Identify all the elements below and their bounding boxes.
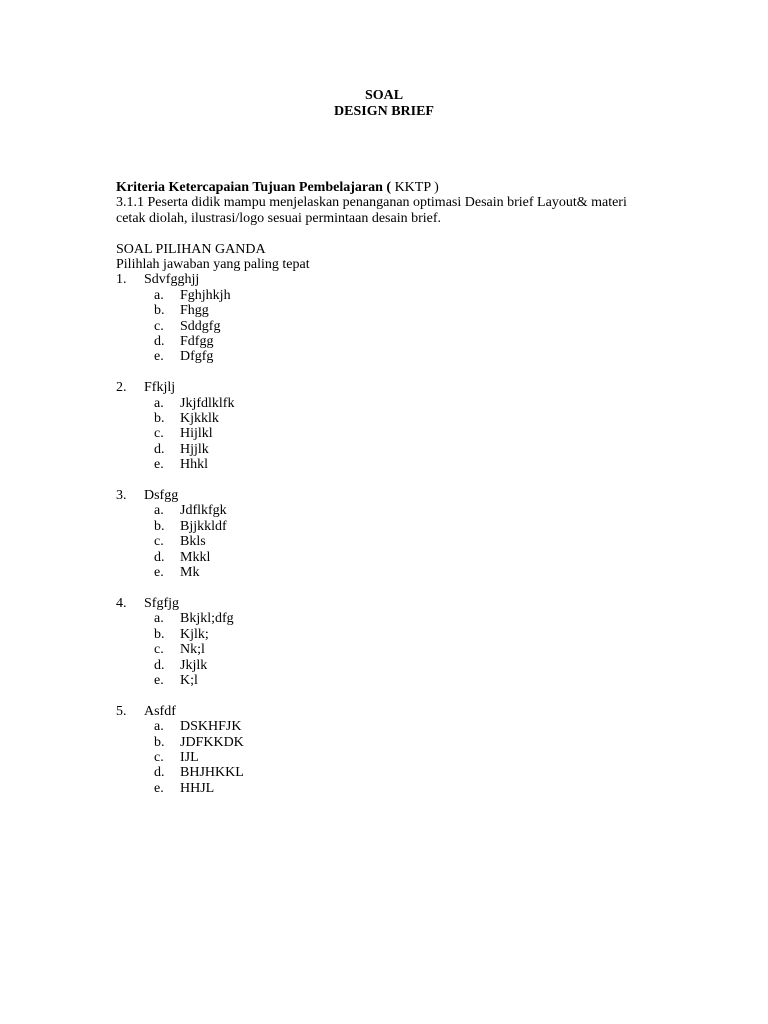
option-text: K;l [180,672,198,688]
question-row [116,488,646,503]
answer-option [116,303,646,318]
question-text: Asfdf [144,703,176,719]
criteria-heading [116,180,646,195]
answer-option [116,319,646,334]
option-letter: a. [154,719,164,735]
option-letter: d. [154,657,165,673]
criteria-heading-bold: Kriteria Ketercapaian Tujuan Pembelajaran ( [116,180,392,195]
option-letter: e. [154,349,164,365]
learning-objective: 3.1.1 Peserta didik mampu menjelaskan penanganan optimasi Desain brief Layout& materi cetak diolah, ilustrasi/logo sesuai permintaan desain brief. [116,195,627,226]
option-text: IJL [180,749,199,765]
question-row [116,272,646,287]
answer-option [116,442,646,457]
option-text: Mkkl [180,549,211,565]
option-text: Hijlkl [180,426,213,442]
answer-option [116,411,646,426]
option-letter: e. [154,457,164,473]
answer-option [116,719,646,734]
option-text: Fdfgg [180,334,214,350]
question-list [116,272,646,796]
option-text: Kjlk; [180,626,209,642]
answer-option [116,565,646,580]
spacer [116,226,646,241]
question-number: 2. [116,380,127,396]
option-letter: b. [154,518,165,534]
answer-option [116,611,646,626]
question-row [116,704,646,719]
answer-option [116,396,646,411]
option-letter: d. [154,549,165,565]
answer-option [116,349,646,364]
answer-option [116,750,646,765]
option-letter: e. [154,780,164,796]
section-instruction: Pilihlah jawaban yang paling tepat [116,257,310,273]
answer-option [116,426,646,441]
option-text: Fhgg [180,303,209,319]
option-letter: a. [154,395,164,411]
option-letter: c. [154,642,164,658]
option-letter: e. [154,672,164,688]
question-row [116,596,646,611]
question-number: 3. [116,488,127,504]
option-letter: c. [154,749,164,765]
answer-option [116,658,646,673]
option-text: Mk [180,565,200,581]
option-letter: a. [154,611,164,627]
question-text: Sfgfjg [144,595,179,611]
option-letter: b. [154,734,165,750]
answer-option [116,503,646,518]
answer-option [116,334,646,349]
answer-option [116,735,646,750]
option-text: Hhkl [180,457,208,473]
answer-option [116,534,646,549]
option-text: Dfgfg [180,349,214,365]
question-item [116,488,646,580]
question-number: 4. [116,595,127,611]
option-letter: c. [154,426,164,442]
answer-option [116,781,646,796]
answer-option [116,673,646,688]
answer-option [116,642,646,657]
option-text: BHJHKKL [180,765,244,781]
option-text: Nk;l [180,642,205,658]
option-text: Sddgfg [180,318,221,334]
title-line-design-brief: DESIGN BRIEF [334,103,434,119]
option-text: Kjkklk [180,411,219,427]
option-letter: b. [154,626,165,642]
answer-option [116,550,646,565]
option-text: Bkjkl;dfg [180,611,234,627]
title-line-soal: SOAL [364,88,404,103]
option-letter: d. [154,334,165,350]
option-text: Jdflkfgk [180,503,227,519]
option-text: Bjjkkldf [180,518,227,534]
answer-option [116,765,646,780]
option-letter: c. [154,534,164,550]
question-item [116,596,646,688]
option-text: Bkls [180,534,206,550]
option-letter: a. [154,503,164,519]
question-text: Dsfgg [144,488,179,504]
answer-option [116,288,646,303]
option-letter: c. [154,318,164,334]
question-item [116,380,646,472]
option-letter: d. [154,765,165,781]
option-letter: b. [154,303,165,319]
option-text: Fghjhkjh [180,287,231,303]
option-text: JDFKKDK [180,734,244,750]
section-title: SOAL PILIHAN GANDA [116,241,266,257]
option-text: Jkjfdlklfk [180,395,235,411]
answer-option [116,627,646,642]
question-number: 5. [116,703,127,719]
option-text: Jkjlk [180,657,208,673]
question-text: Ffkjlj [144,380,176,396]
question-item [116,272,646,364]
question-item [116,704,646,796]
question-row [116,380,646,395]
option-letter: b. [154,411,165,427]
option-text: DSKHFJK [180,719,242,735]
answer-option [116,519,646,534]
criteria-heading-abbrev: KKTP ) [391,180,439,195]
question-text: Sdvfgghjj [144,272,200,288]
option-text: HHJL [180,780,215,796]
option-letter: a. [154,287,164,303]
document-body [116,180,646,812]
option-letter: d. [154,441,165,457]
document-title [0,88,768,119]
option-letter: e. [154,565,164,581]
answer-option [116,457,646,472]
question-number: 1. [116,272,127,288]
option-text: Hjjlk [180,441,209,457]
